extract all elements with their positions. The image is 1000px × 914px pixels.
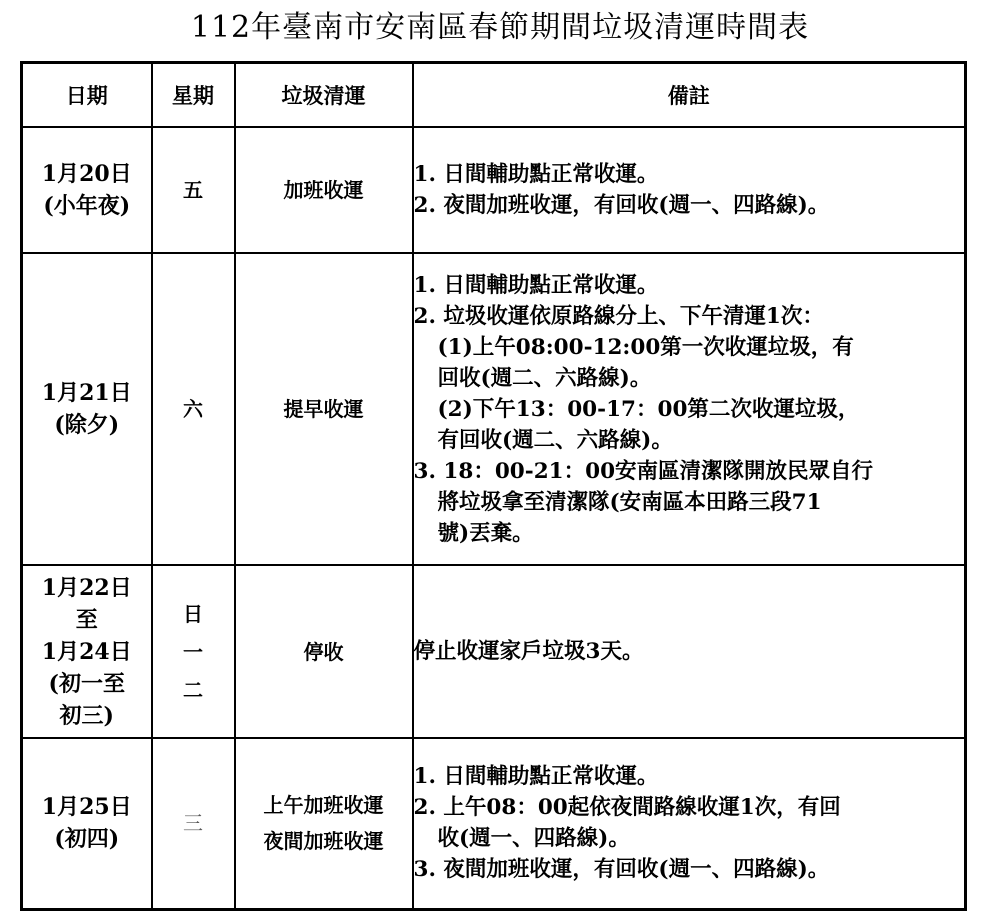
collection-line: 上午加班收運 [263, 793, 384, 818]
weekday-cell [152, 738, 235, 909]
note-line: 1. 日間輔助點正常收運。 [413, 764, 659, 790]
table-row [22, 565, 966, 738]
weekday-line: 一 [183, 639, 203, 664]
note-line: 號)丟棄。 [437, 520, 534, 546]
collection-cell [235, 127, 413, 253]
date-line: (初一至 [48, 670, 125, 697]
date-line: (初四) [54, 826, 120, 853]
weekday-line: 日 [183, 601, 203, 626]
weekday-line: 六 [183, 397, 203, 421]
notes-cell [413, 738, 966, 909]
date-line: 1月24日 [41, 638, 132, 665]
page-title: 112年臺南市安南區春節期間垃圾清運時間表 [190, 10, 810, 45]
date-cell [22, 127, 152, 253]
table-row [22, 253, 966, 565]
table-row [22, 127, 966, 253]
note-line: 2. 上午08：00起依夜間路線收運1次，有回 [413, 795, 841, 821]
notes-cell [413, 253, 966, 565]
note-line: 2. 夜間加班收運，有回收(週一、四路線)。 [413, 193, 830, 218]
note-line: 1. 日間輔助點正常收運。 [413, 162, 659, 187]
date-cell [22, 253, 152, 565]
header-weekday: 星期 [152, 63, 235, 128]
weekday-cell [152, 127, 235, 253]
header-collection: 垃圾清運 [235, 63, 413, 128]
schedule-table [20, 61, 967, 911]
collection-line: 提早收運 [283, 397, 364, 421]
note-line: 停止收運家戶垃圾3天。 [413, 639, 644, 664]
date-line: 1月22日 [41, 574, 132, 601]
notes-cell [413, 565, 966, 738]
note-line: 3. 夜間加班收運，有回收(週一、四路線)。 [413, 857, 830, 883]
collection-cell [235, 738, 413, 909]
collection-line: 停收 [303, 639, 344, 664]
collection-cell [235, 253, 413, 565]
note-line: 2. 垃圾收運依原路線分上、下午清運1次： [413, 303, 824, 329]
weekday-line: 五 [183, 178, 203, 202]
date-line: 至 [75, 606, 98, 633]
header-notes: 備註 [413, 63, 966, 128]
table-header-row [22, 63, 966, 128]
collection-cell [235, 565, 413, 738]
weekday-line: 二 [183, 677, 203, 702]
date-line: 1月21日 [41, 380, 132, 406]
date-line: (小年夜) [43, 193, 131, 219]
notes-cell [413, 127, 966, 253]
note-line: 將垃圾拿至清潔隊(安南區本田路三段71 [437, 489, 822, 515]
note-line: 收(週一、四路線)。 [437, 826, 630, 852]
date-line: (除夕) [54, 412, 120, 438]
note-line: 有回收(週二、六路線)。 [437, 427, 673, 453]
collection-line: 加班收運 [283, 178, 364, 202]
date-line: 初三) [59, 702, 114, 729]
note-line: 3. 18：00-21：00安南區清潔隊開放民眾自行 [413, 458, 874, 484]
table-row [22, 738, 966, 909]
weekday-line: 三 [183, 811, 203, 836]
weekday-cell [152, 253, 235, 565]
header-date: 日期 [22, 63, 152, 128]
weekday-cell [152, 565, 235, 738]
note-line: (2)下午13：00-17：00第二次收運垃圾， [437, 396, 860, 422]
note-line: 回收(週二、六路線)。 [437, 365, 652, 391]
date-cell [22, 565, 152, 738]
collection-line: 夜間加班收運 [263, 829, 384, 854]
date-line: 1月25日 [41, 794, 132, 821]
date-cell [22, 738, 152, 909]
date-line: 1月20日 [41, 161, 132, 187]
note-line: (1)上午08:00-12:00第一次收運垃圾，有 [437, 334, 854, 360]
note-line: 1. 日間輔助點正常收運。 [413, 272, 659, 298]
